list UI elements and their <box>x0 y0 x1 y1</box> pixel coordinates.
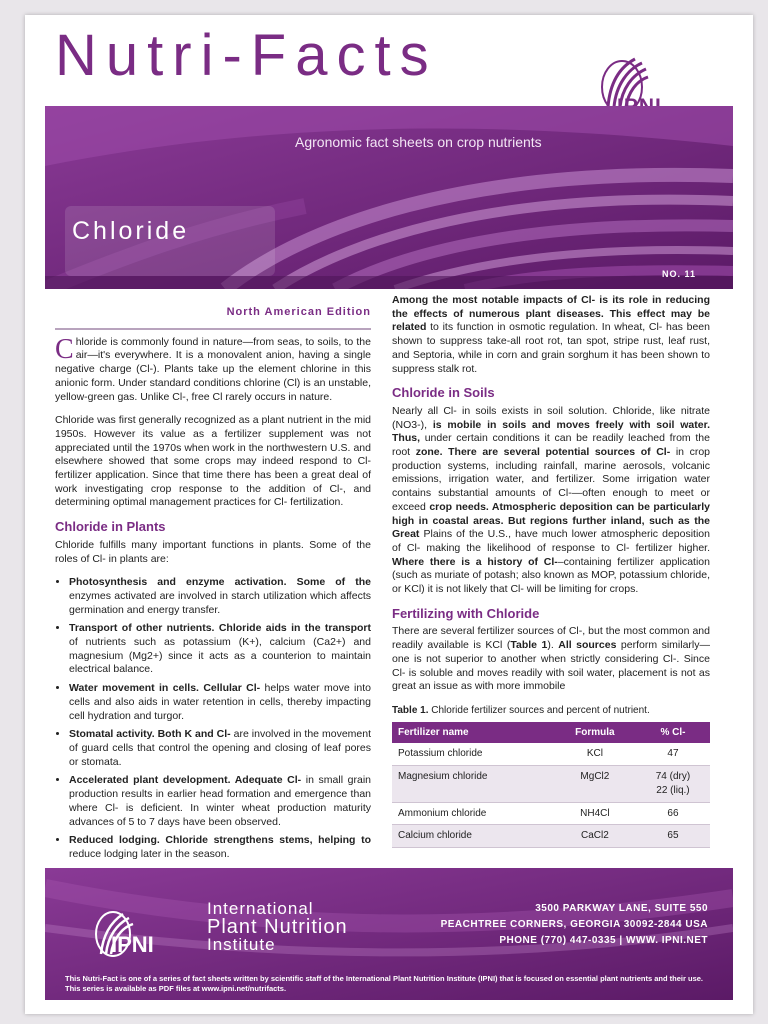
table-header-row <box>392 722 710 744</box>
table-cell: Potassium chloride <box>392 743 554 765</box>
table-cell: MgCl2 <box>554 766 636 802</box>
soils-paragraph: Nearly all Cl- in soils exists in soil solution. Chloride, like nitrate (NO3-), is mobile in soils and moves freely with soil water. Thus, under certain conditions it can be readily leached from the root zone. There are several potential sources of Cl- in crop production systems, including rainfall, marine aerosols, volcanic emissions, irrigation water, and fertilizer. Some irrigation water contains substantial amounts of Cl-—often enough to meet or exceed crop needs. Atmospheric deposition can be particularly high in coastal areas. But regions further inland, such as the Great Plains of the U.S., have much lower atmospheric deposition of Cl- making the likelihood of response to Cl- fertilizer higher. Where there is a history of Cl-–containing fertilizer application (such as muriate of potash; also known as MOP, potassium chloride, or KCl) it is not likely that Cl- will be limiting for crops. <box>392 404 711 596</box>
page-title: Nutri-Facts <box>55 23 438 88</box>
fertilizer-table <box>392 722 710 848</box>
org-line: International <box>207 899 314 918</box>
footer-ipni-logo <box>85 898 155 960</box>
footer-banner <box>45 868 733 1000</box>
table-cell: KCl <box>554 743 636 765</box>
issue-number: NO. 11 <box>661 269 696 279</box>
table-cell: 66 <box>636 802 710 825</box>
topic-title: Chloride <box>72 217 190 245</box>
ipni-logo <box>580 37 680 117</box>
table-cell: 65 <box>636 825 710 848</box>
list-item: • Transport of other nutrients. Chloride aids in the transport of nutrients such as potassium (K+), calcium (Ca2+) and magnesium (Mg2+) since it acts as a counterion to maintain electrical balance. <box>69 622 371 677</box>
footer-logo-text: IPNI <box>111 932 154 957</box>
org-line: Institute <box>207 935 276 954</box>
series-note: This Nutri-Fact is one of a series of fact sheets written by scientific staff of the International Plant Nutrition Institute (IPNI) that is focused on essential plant nutrients and their use. This series is available as PDF files at www.ipni.net/nutrifacts. <box>65 974 704 993</box>
right-column <box>392 294 710 848</box>
list-item: • Reduced lodging. Chloride strengthens stems, helping to reduce lodging later in the season. <box>69 834 371 861</box>
left-column <box>55 290 371 867</box>
col-header: Fertilizer name <box>392 722 554 744</box>
section-heading-fertilizing: Fertilizing with Chloride <box>392 605 540 621</box>
fertilizing-paragraph: There are several fertilizer sources of Cl-, but the most common and readily available is KCl (Table 1). All sources perform similarly—one is not superior to another when strictly considering Cl-. Since Cl- is soluble and moves readily with soil water, placement is not as great an issue as with more immobile <box>392 625 710 693</box>
list-item: • Stomatal activity. Both K and Cl- are involved in the movement of guard cells that control the opening and closing of leaf pores or stomata. <box>69 728 371 769</box>
contact-line[interactable]: PHONE (770) 447-0335 | WWW. IPNI.NET <box>499 935 708 946</box>
table-cell: CaCl2 <box>554 825 636 848</box>
section-heading-plants: Chloride in Plants <box>55 519 166 535</box>
intro-text: hloride is commonly found in nature—from seas, to soils, to the air—it's everywhere. It is a monovalent anion, having a single negative charge (Cl-). Plants take up the element chlorine in this anionic form. Under standard conditions chlorine (Cl) is an unstable, yellow-green gas. Unlike Cl-, free Cl rarely occurs in nature. <box>55 335 371 403</box>
table-row <box>392 802 710 825</box>
list-item: • Photosynthesis and enzyme activation. Some of the enzymes activated are involved in starch utilization which affects germination and energy transfer. <box>69 576 371 617</box>
table-caption: Table 1. Chloride fertilizer sources and percent of nutrient. <box>392 704 650 716</box>
address-line: 3500 PARKWAY LANE, SUITE 550 <box>535 903 708 914</box>
disease-paragraph: Among the most notable impacts of Cl- is its role in reducing the effects of numerous plant diseases. This effect may be related to its function in osmotic regulation. In wheat, Cl- has been shown to suppress take-all root rot, tan spot, stripe rust, leaf rust, and Septoria, while in corn and grain sorghum it has been shown to suppress stalk rot. <box>392 294 710 375</box>
edition-label: North American Edition <box>55 290 371 330</box>
list-item: • Water movement in cells. Cellular Cl- helps water move into cells and also aids in water retention in cells, thereby impacting cell hydration and turgor. <box>69 682 371 723</box>
org-line: Plant Nutrition <box>207 916 348 938</box>
table-row <box>392 766 710 802</box>
org-name <box>207 900 348 954</box>
table-cell: NH4Cl <box>554 802 636 825</box>
list-item: • Accelerated plant development. Adequate Cl- in small grain production results in earlier head formation and emergence than where Cl- is deficient. In winter wheat production maturity advances of 5 to 7 days have been observed. <box>69 774 371 829</box>
section-heading-soils: Chloride in Soils <box>392 385 495 401</box>
col-header: Formula <box>554 722 636 744</box>
plants-intro: Chloride fulfills many important functions in plants. Some of the roles of Cl- in plants are: <box>55 538 371 565</box>
table-cell: Magnesium chloride <box>392 766 554 802</box>
table-row <box>392 743 710 765</box>
plant-functions-list <box>55 576 371 861</box>
address-line: PEACHTREE CORNERS, GEORGIA 30092-2844 USA <box>440 919 708 930</box>
history-paragraph: Chloride was first generally recognized as a plant nutrient in the mid 1950s. However its value as a fertilizer supplement was not appreciated until the 1970s when work in the northwestern U.S. and elsewhere showed that some crops may indeed respond to Cl- fertilizer application. Since that time there has been a great deal of work investigating crop response to the addition of Cl-, and determining optimal management practices for Cl- fertilization. <box>55 414 371 509</box>
address-block <box>441 901 708 949</box>
subtitle: Agronomic fact sheets on crop nutrients <box>295 134 542 150</box>
fact-sheet <box>25 15 753 1014</box>
table-cell: 74 (dry) 22 (liq.) <box>636 766 710 802</box>
table-cell: Calcium chloride <box>392 825 554 848</box>
table-row <box>392 825 710 848</box>
col-header: % Cl- <box>636 722 710 744</box>
intro-paragraph <box>55 333 371 405</box>
drop-cap: C <box>55 333 74 365</box>
table-cell: 47 <box>636 743 710 765</box>
table-cell: Ammonium chloride <box>392 802 554 825</box>
